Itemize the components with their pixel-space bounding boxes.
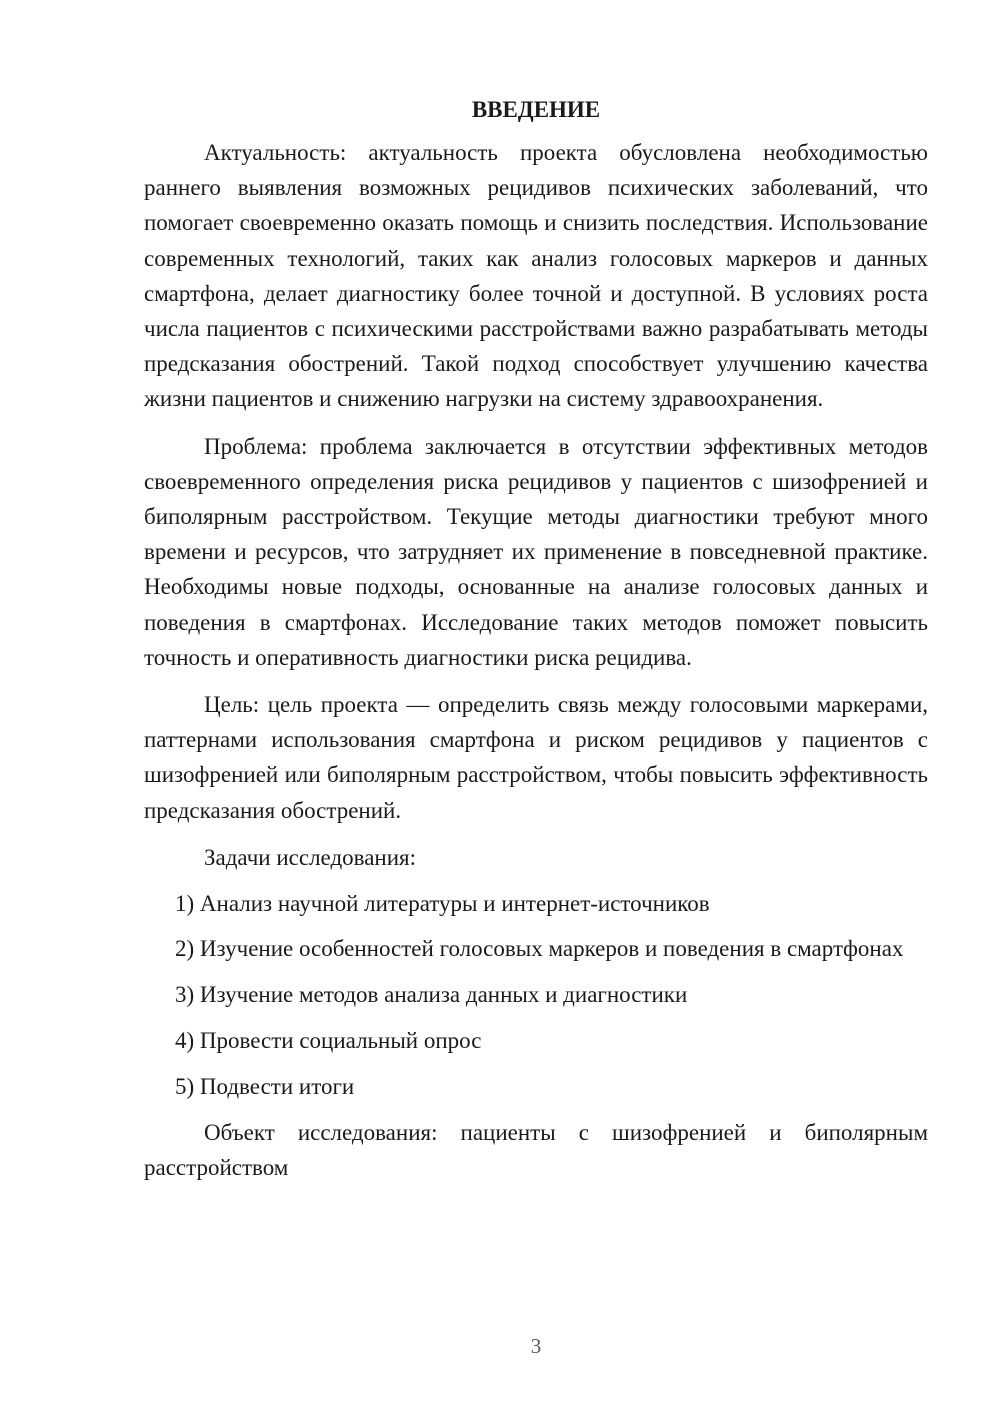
object-paragraph: Объект исследования: пациенты с шизофренией и биполярным расстройством [144,1119,928,1180]
task-item: 5) Подвести итоги [175,1073,355,1099]
tasks-label: Задачи исследования: [204,844,417,870]
document-page [144,92,928,1185]
task-item: 4) Провести социальный опрос [175,1028,482,1054]
goal-paragraph: Цель: цель проекта — определить связь между голосовыми маркерами, паттернами использования смартфона и риском рецидивов у пациентов с шизофренией или биполярным расстройством, чтобы повысить эффективность предсказания обострений. [144,692,928,823]
task-item: 2) Изучение особенностей голосовых маркеров и поведения в смартфонах [175,936,904,962]
task-item: 3) Изучение методов анализа данных и диагностики [175,982,688,1008]
page-number: 3 [530,1334,542,1358]
relevance-paragraph: Актуальность: актуальность проекта обусловлена необходимостью раннего выявления возможных рецидивов психических заболеваний, что помогает своевременно оказать помощь и снизить последствия. Использование современных технологий, таких как анализ голосовых маркеров и данных смартфона, делает диагностику более точной и доступной. В условиях роста числа пациентов с психическими расстройствами важно разрабатывать методы предсказания обострений. Такой подход способствует улучшению качества жизни пациентов и снижению нагрузки на систему здравоохранения. [144,140,928,412]
task-item: 1) Анализ научной литературы и интернет-источников [175,890,710,916]
page-title: ВВЕДЕНИЕ [471,97,601,122]
tasks-list [144,886,928,1104]
problem-paragraph: Проблема: проблема заключается в отсутствии эффективных методов своевременного определения риска рецидивов у пациентов с шизофренией и биполярным расстройством. Текущие методы диагностики требуют много времени и ресурсов, что затрудняет их применение в повседневной практике. Необходимы новые подходы, основанные на анализе голосовых данных и поведения в смартфонах. Исследование таких методов поможет повысить точность и оперативность диагностики риска рецидива. [144,433,928,670]
